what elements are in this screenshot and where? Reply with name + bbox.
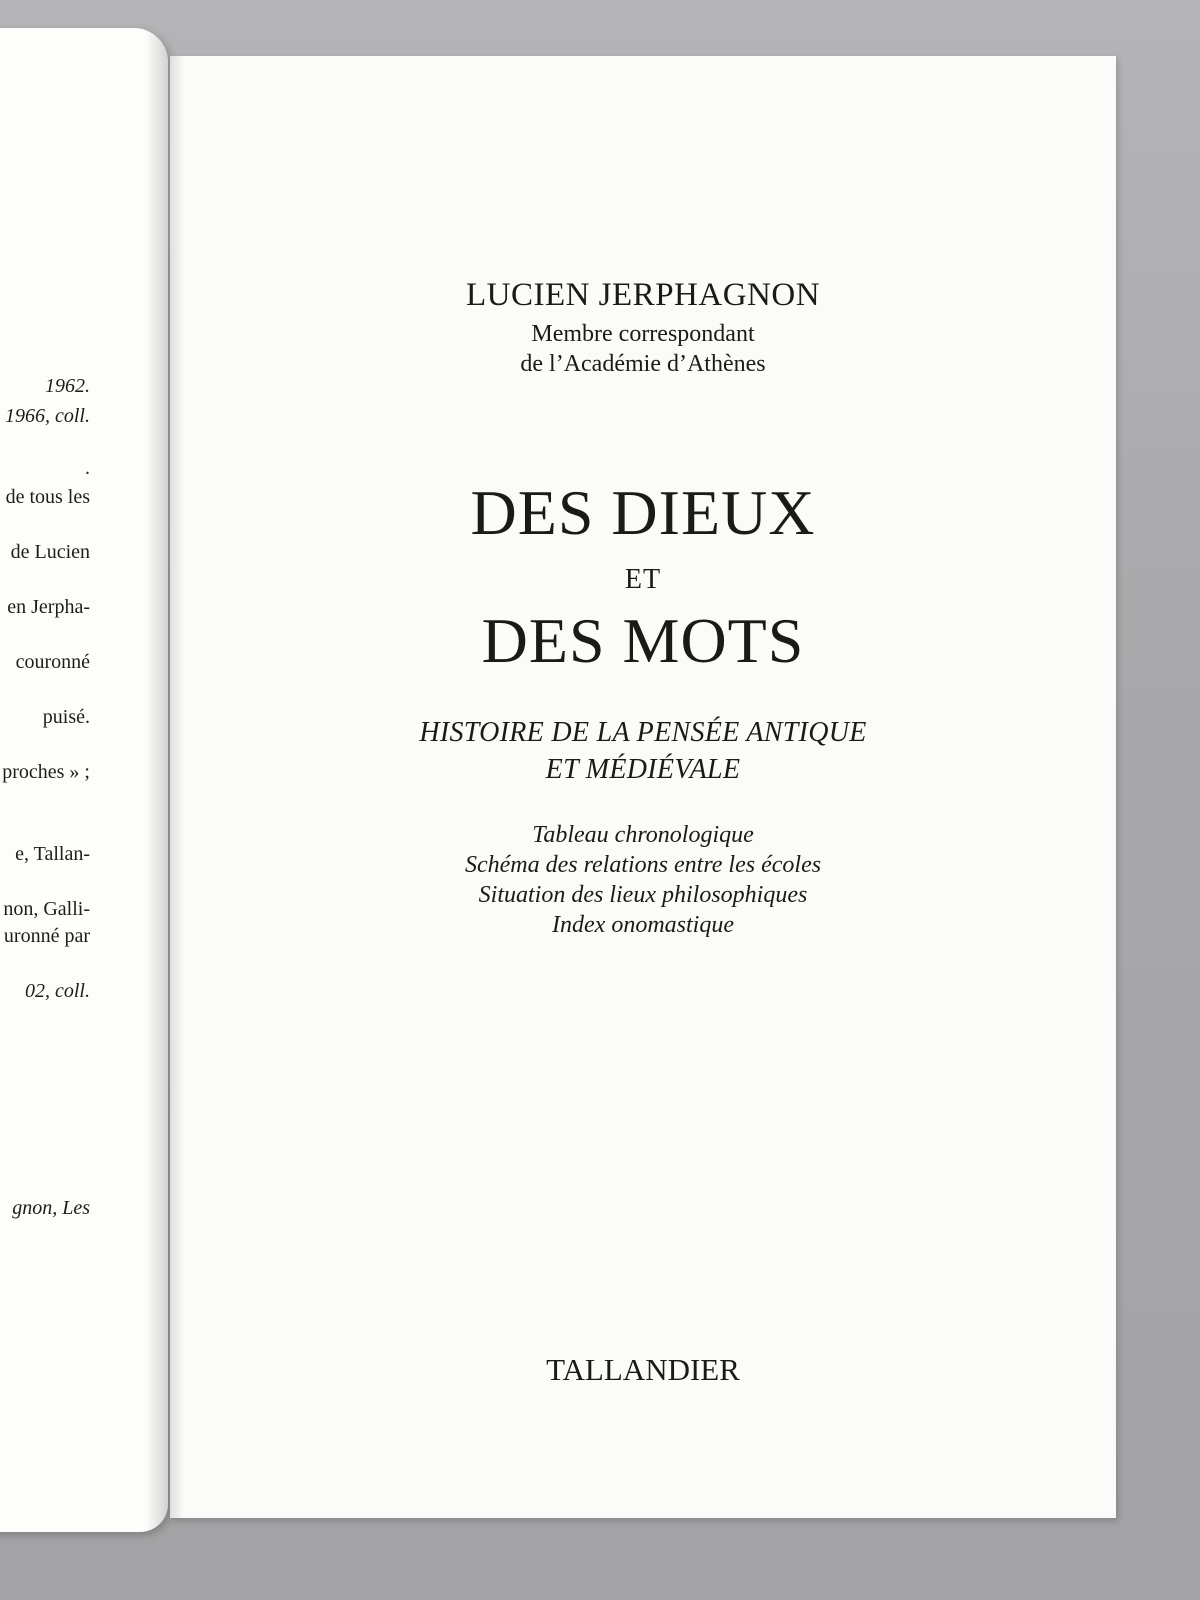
publisher-name: TALLANDIER [546,1352,740,1387]
book-title-conjunction: ET [624,564,662,595]
left-page-text-fragment: 1962. [45,375,90,397]
left-page-text-fragment: 02, coll. [25,980,90,1002]
left-page-text-fragment: uronné par [3,925,90,947]
subtitle-first-line: HISTOIRE DE LA PENSÉE ANTIQUE [419,717,867,748]
left-page-text-fragment: non, Galli- [3,898,90,920]
author-name: LUCIEN JERPHAGNON [465,277,821,313]
author-affiliation: de l’Académie d’Athènes [520,351,766,377]
left-page [0,28,168,1532]
left-page-text-fragment: proches » ; [2,761,90,783]
book-title-second-line: DES MOTS [481,605,805,676]
left-page-text-fragment: de Lucien [10,541,90,563]
left-page-text-fragment: couronné [15,651,90,673]
left-page-text-fragment: puisé. [42,706,90,728]
contents-item: Index onomastique [552,912,734,938]
left-page-text-fragment: 1966, coll. [5,405,90,427]
subtitle-second-line: ET MÉDIÉVALE [545,754,741,785]
left-page-text-fragment: gnon, Les [12,1197,90,1219]
book-title-first-line: DES DIEUX [470,477,816,548]
left-page-text-fragment: de tous les [5,486,90,508]
left-page-edge-shadow [146,28,168,1532]
contents-item: Schéma des relations entre les écoles [464,852,822,878]
title-page [170,56,1116,1518]
contents-item: Tableau chronologique [532,822,754,848]
contents-item: Situation des lieux philosophiques [478,882,808,908]
left-page-text-fragment: . [85,457,90,479]
left-page-text-fragment: en Jerpha- [7,596,90,618]
left-page-text-fragment: e, Tallan- [15,843,90,865]
author-role: Membre correspondant [531,321,755,347]
